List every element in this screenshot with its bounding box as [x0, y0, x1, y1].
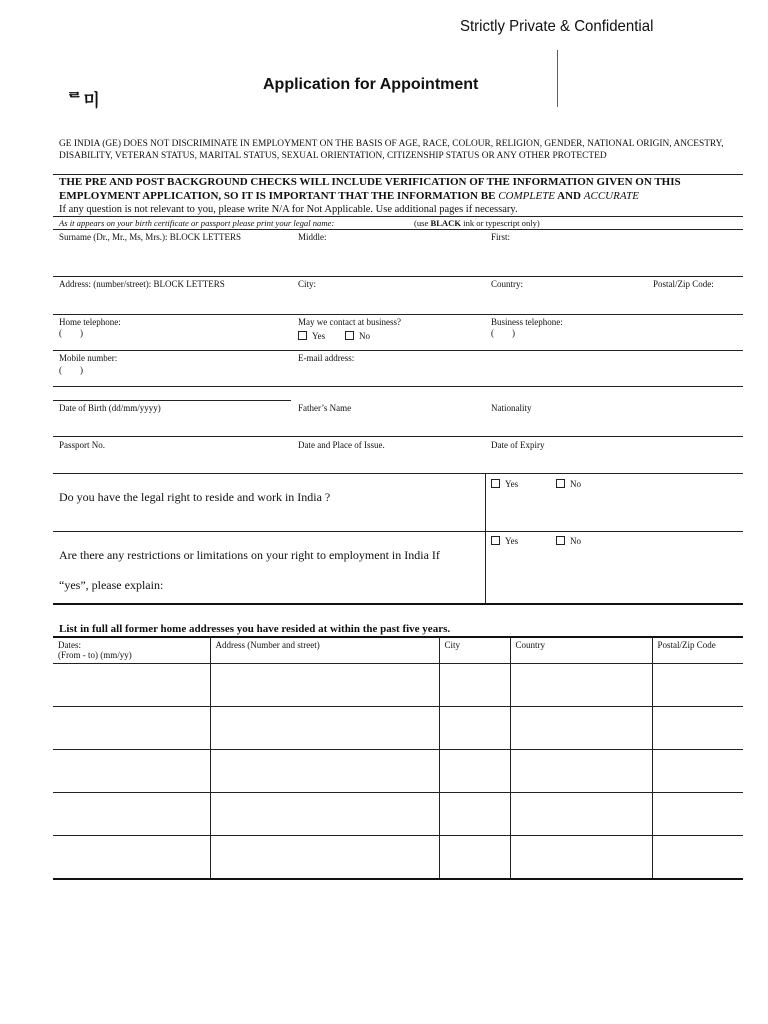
non-discrimination-statement: GE INDIA (GE) DOES NOT DISCRIMINATE IN EMPLOYMENT ON THE BASIS OF AGE, RACE, COLOUR, RELIGION, GENDER, NATIONAL ORIGIN, ANCESTRY, DISABILITY, VETERAN STATUS, MARITAL STATUS, SEXUAL ORIENTATION, CITIZENSHIP STATUS OR ANY OTHER PROTECTED [59, 139, 724, 161]
name-row-rule [53, 276, 743, 277]
email-label: E-mail address: [298, 353, 355, 363]
contact-at-business-label: May we contact at business? [298, 317, 401, 327]
table-cell[interactable] [53, 793, 210, 836]
former-addresses-heading: List in full all former home addresses you have resided at within the past five years. [59, 623, 451, 635]
checkbox-icon[interactable] [491, 536, 500, 545]
table-cell[interactable] [510, 664, 652, 707]
restrictions-question: Are there any restrictions or limitations on your right to employment in India If [59, 548, 440, 562]
legal-name-rule-bottom [53, 229, 743, 230]
passport-number-label: Passport No. [59, 440, 106, 450]
table-row [53, 750, 743, 793]
table-cell[interactable] [210, 707, 439, 750]
table-cell[interactable] [53, 664, 210, 707]
nationality-label: Nationality [491, 403, 532, 413]
table-cell[interactable] [652, 707, 743, 750]
table-row [53, 836, 743, 880]
page-title: Application for Appointment [263, 76, 479, 93]
table-cell[interactable] [510, 750, 652, 793]
checks-complete: COMPLETE [498, 189, 556, 202]
table-cell[interactable] [652, 750, 743, 793]
table-cell[interactable] [210, 664, 439, 707]
mobile-area-code[interactable]: ( ) [59, 365, 83, 375]
business-telephone-area-code[interactable]: ( ) [491, 328, 515, 338]
table-cell[interactable] [439, 793, 510, 836]
notice-rule [53, 174, 743, 175]
date-of-expiry-label: Date of Expiry [491, 440, 545, 450]
header-divider [557, 50, 558, 107]
date-of-birth-label: Date of Birth (dd/mm/yyyy) [59, 403, 161, 413]
table-row [53, 793, 743, 836]
confidential-label: Strictly Private & Confidential [460, 17, 654, 36]
table-cell[interactable] [439, 750, 510, 793]
surname-label: Surname (Dr., Mr., Ms, Mrs.): BLOCK LETTERS [59, 232, 241, 242]
dob-row-rule [53, 436, 743, 437]
home-telephone-label: Home telephone: [59, 317, 121, 327]
restrictions-yes-option[interactable]: Yes [491, 536, 518, 546]
reside-column-divider [485, 473, 486, 605]
column-header-postal-code: Postal/Zip Code [652, 637, 743, 664]
postal-code-label: Postal/Zip Code: [653, 279, 714, 289]
table-cell[interactable] [439, 836, 510, 880]
country-label: Country: [491, 279, 524, 289]
dob-underline [53, 400, 291, 401]
table-cell[interactable] [652, 664, 743, 707]
column-header-dates: Dates: (From - to) (mm/yy) [58, 640, 132, 660]
checkbox-icon[interactable] [491, 479, 500, 488]
checks-text: THE PRE AND POST BACKGROUND CHECKS WILL INCLUDE VERIFICATION OF THE INFORMATION GIVEN ON THIS EMPLOYMENT APPLICATION, SO IT IS IMPORTANT THAT THE INFORMATION BE [59, 176, 681, 202]
table-cell[interactable] [53, 750, 210, 793]
contact-business-no-option[interactable]: No [345, 331, 370, 341]
first-name-label: First: [491, 232, 511, 242]
table-cell[interactable] [210, 836, 439, 880]
table-cell[interactable] [53, 707, 210, 750]
column-header-country: Country [510, 637, 652, 664]
address-row-rule [53, 314, 743, 315]
na-instruction: If any question is not relevant to you, please write N/A for Not Applicable. Use additional pages if necessary. [59, 204, 518, 215]
checkbox-icon[interactable] [556, 536, 565, 545]
right-to-reside-question: Do you have the legal right to reside and work in India ? [59, 490, 331, 504]
table-cell[interactable] [510, 707, 652, 750]
table-cell[interactable] [439, 664, 510, 707]
logo: ᄅ미 [66, 91, 101, 110]
legal-name-rule-top [53, 216, 743, 217]
table-row [53, 664, 743, 707]
checkbox-icon[interactable] [345, 331, 354, 340]
home-telephone-area-code[interactable]: ( ) [59, 328, 83, 338]
legal-name-instruction: As it appears on your birth certificate or passport please print your legal name: [59, 218, 335, 228]
table-cell[interactable] [210, 750, 439, 793]
mobile-number-label: Mobile number: [59, 353, 118, 363]
reside-row-rule [53, 531, 743, 532]
former-addresses-table [53, 637, 743, 880]
restrictions-explain: “yes”, please explain: [59, 578, 164, 592]
column-header-city: City [439, 637, 510, 664]
restrictions-no-option[interactable]: No [556, 536, 581, 546]
passport-row-rule [53, 473, 743, 474]
place-of-issue-label: Date and Place of Issue. [298, 440, 385, 450]
ink-instruction: (use BLACK ink or typescript only) [414, 218, 540, 228]
checks-and: AND [555, 189, 584, 202]
checks-accurate: ACCURATE [583, 189, 639, 202]
restrictions-row-rule [53, 603, 743, 605]
right-to-reside-yes-option[interactable]: Yes [491, 479, 518, 489]
table-cell[interactable] [652, 836, 743, 880]
right-to-reside-no-option[interactable]: No [556, 479, 581, 489]
middle-label: Middle: [298, 232, 327, 242]
table-cell[interactable] [53, 836, 210, 880]
city-label: City: [298, 279, 317, 289]
table-cell[interactable] [652, 793, 743, 836]
checkbox-icon[interactable] [298, 331, 307, 340]
table-cell[interactable] [210, 793, 439, 836]
contact-business-yes-option[interactable]: Yes [298, 331, 325, 341]
checkbox-icon[interactable] [556, 479, 565, 488]
column-header-address: Address (Number and street) [210, 637, 439, 664]
table-cell[interactable] [510, 836, 652, 880]
business-telephone-label: Business telephone: [491, 317, 563, 327]
table-row [53, 707, 743, 750]
mobile-row-rule [53, 386, 743, 387]
table-cell[interactable] [439, 707, 510, 750]
fathers-name-label: Father’s Name [298, 403, 352, 413]
table-header-row [53, 637, 743, 664]
background-checks-statement [59, 176, 743, 203]
address-label: Address: (number/street): BLOCK LETTERS [59, 279, 225, 289]
table-cell[interactable] [510, 793, 652, 836]
telephone-row-rule [53, 350, 743, 351]
